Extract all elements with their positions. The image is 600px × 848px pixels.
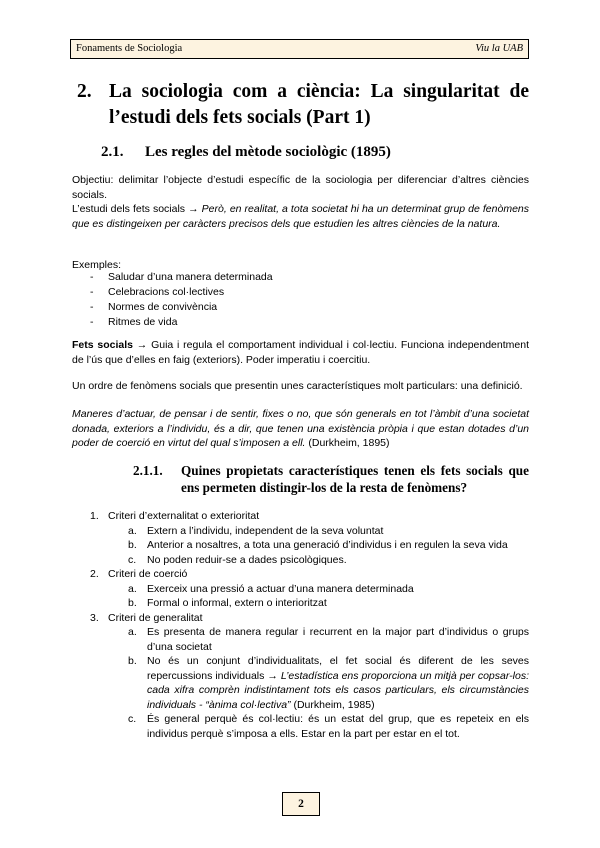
criterion-label: Criteri de coerció (108, 568, 188, 580)
document-page: Fonaments de Sociologia Viu la UAB 2. La sociologia com a ciència: La singularitat de l’estudi dels fets socials (Part 1) 2.1. Les regles del mètode sociològic (1895) Objectiu: delimitar l’objecte d’estudi específic de la sociologia per diferenciar d’altres ciències socials. L’estudi dels fets socials → Però, en realitat, a tota societat hi ha un determinat grup de fenòmens que es distingeixen per caràcters precisos dels que estudien les altres ciències de la natura. Exemples: - Saludar d’una manera determinada - Celebracions col·lectives - Normes de convivència - Ritmes de vida Fets socials → Guia i regula el comportament individual i col·lectiu. Funciona independentment de l’ús que d’elles en faig (exteriors). Poder imperatiu i coercitiu. Un ordre de fenòmens socials que presentin unes característiques molt particulars: una definició. Maneres d’actuar, de pensar i de sentir, fixes o no, que són generals en tot l’àmbit d’una societat donada, exteriors a l’individu, és a dir, que tenen una existència pròpia i que estan dotades d’un poder de coerció en virtut del qual s’imposen a ell. (Durkheim, 1895) 2.1.1. Quines propietats característiques tenen els fets socials que ens permeten distingir-los de la resta de fenòmens? 1. Criteri d’externalitat o exterioritat a. Extern a l’individu, independent de la seva voluntat b. Anterior a nosaltres, a tota una generació d’individus i en regulen la seva vida c. No poden reduir-se a dades psicològiques. 2. Criteri de coerció a. Exerceix una pressió a actuar d’una manera determinada b. Formal o informal, extern o interioritzat 3. Criteri de generalitat a. Es presenta de manera regular i recurrent en la major part d’individus o grups d’una societat b. No és un conjunt d’individualitats, el fet social és diferent de les seves repercussions individuals → L’estadística ens proporciona un mitjà per copsar-los: cada xifra comprèn indistintament tots els casos particulars, els circumstàncies individuals - “ànima col·lectiva” (Durkheim, 1985) c. És general perquè és col·lectiu: és un estat del grup, que es repeteix en els individus perquè s’imposa a ells. Estar en la part per estar en el tot. 2 (0, 0, 600, 848)
header-course-title: Fonaments de Sociologia (76, 43, 183, 54)
examples-label: Exemples: (72, 259, 122, 271)
durkheim-quote: Maneres d’actuar, de pensar i de sentir, fixes o no, que són generals en tot l’àmbit d’una societat donada, exteriors a l’individu, és a dir, que tenen una existència pròpia i que estan dotades d’un poder de coerció en virtut del qual s’imposen a ell. (72, 408, 529, 450)
subsection-title: Les regles del mètode sociològic (1895) (145, 144, 391, 160)
criteria-list (90, 509, 529, 741)
objective-paragraph: Objectiu: delimitar l’objecte d’estudi específic de la sociologia per diferenciar d’altres ciències socials. (72, 174, 529, 201)
criterion-subitem: a. Es presenta de manera regular i recurrent en la major part d’individus o grups d’una societat (128, 626, 529, 653)
subsubsection-title: Quines propietats característiques tenen els fets socials que ens permeten distingir-los de la resta de fenòmens? (181, 463, 529, 495)
statistics-citation: (Durkheim, 1985) (290, 698, 375, 711)
running-header (70, 39, 529, 59)
criterion-item: 2. Criteri de coerció a. Exerceix una pressió a actuar d’una manera determinada b. Formal o informal, extern o interioritzat (90, 567, 529, 611)
criterion-item: 1. Criteri d’externalitat o exterioritat a. Extern a l’individu, independent de la seva voluntat b. Anterior a nosaltres, a tota una generació d’individus i en regulen la seva vida c. No poden reduir-se a dades psicològiques. (90, 509, 529, 567)
criterion-subitem: c. No poden reduir-se a dades psicològiques. (128, 553, 347, 566)
criterion-label: Criteri de generalitat (108, 611, 203, 624)
criterion-subitem: b. No és un conjunt d’individualitats, el fet social és diferent de les seves repercussions individuals → L’estadística ens proporciona un mitjà per copsar-los: cada xifra comprèn indistintament tots els casos particulars, els circumstàncies individuals - “ànima col·lectiva” (Durkheim, 1985) (128, 655, 530, 711)
subsection-number: 2.1. (101, 144, 124, 160)
criterion-subitem: a. Extern a l’individu, independent de la seva voluntat (128, 524, 384, 537)
criterion-subitem: b. Formal o informal, extern o interioritzat (128, 597, 327, 609)
social-facts-term: Fets socials (72, 339, 133, 351)
social-facts-paragraph (72, 338, 529, 367)
durkheim-quote-paragraph (72, 407, 529, 451)
section-title: La sociologia com a ciència: La singularitat de l’estudi dels fets socials (Part 1) (109, 81, 529, 128)
statistics-quote: L’estadística ens proporciona un mitjà per copsar-los: cada xifra comprèn indistintament tots els casos particulars, els circumstàncies individuals - “ànima col·lectiva” (147, 669, 530, 711)
study-quote: Però, en realitat, a tota societat hi ha un determinat grup de fenòmens que es distingeixen per caràcters precisos dels que estudien les altres ciències de la natura. (72, 203, 530, 230)
study-paragraph (72, 202, 529, 231)
criterion-label: Criteri d’externalitat o exterioritat (108, 510, 260, 522)
order-paragraph: Un ordre de fenòmens socials que presentin unes característiques molt particulars: una definició. (72, 380, 523, 392)
criterion-item: 3. Criteri de generalitat a. Es presenta de manera regular i recurrent en la major part d’individus o grups d’una societat b. No és un conjunt d’individualitats, el fet social és diferent de les seves repercussions individuals → L’estadística ens proporciona un mitjà per copsar-los: cada xifra comprèn indistintament tots els casos particulars, els circumstàncies individuals - “ànima col·lectiva” (Durkheim, 1985) c. És general perquè és col·lectiu: és un estat del grup, que es repeteix en els individus perquè s’imposa a ells. Estar en la part per estar en el tot. (90, 611, 530, 740)
durkheim-citation: (Durkheim, 1895) (305, 437, 390, 450)
subsubsection-number: 2.1.1. (133, 463, 163, 478)
criterion-subitem: a. Exerceix una pressió a actuar d’una manera determinada (128, 582, 414, 595)
criterion-subitem: b. Anterior a nosaltres, a tota una generació d’individus i en regulen la seva vida (128, 539, 508, 551)
criterion-subitem: c. És general perquè és col·lectiu: és un estat del grup, que es repeteix en els individus perquè s’imposa a ells. Estar en la part per estar en el tot. (128, 713, 529, 740)
page-number: 2 (282, 792, 320, 816)
study-lead: L’estudi dels fets socials → (72, 203, 199, 215)
section-number: 2. (77, 81, 92, 102)
header-source: Viu la UAB (475, 43, 523, 54)
social-facts-definition: → Guia i regula el comportament individual i col·lectiu. Funciona independentment de l’ús que d’elles en faig (exteriors). Poder imperatiu i coercitiu. (72, 339, 529, 366)
